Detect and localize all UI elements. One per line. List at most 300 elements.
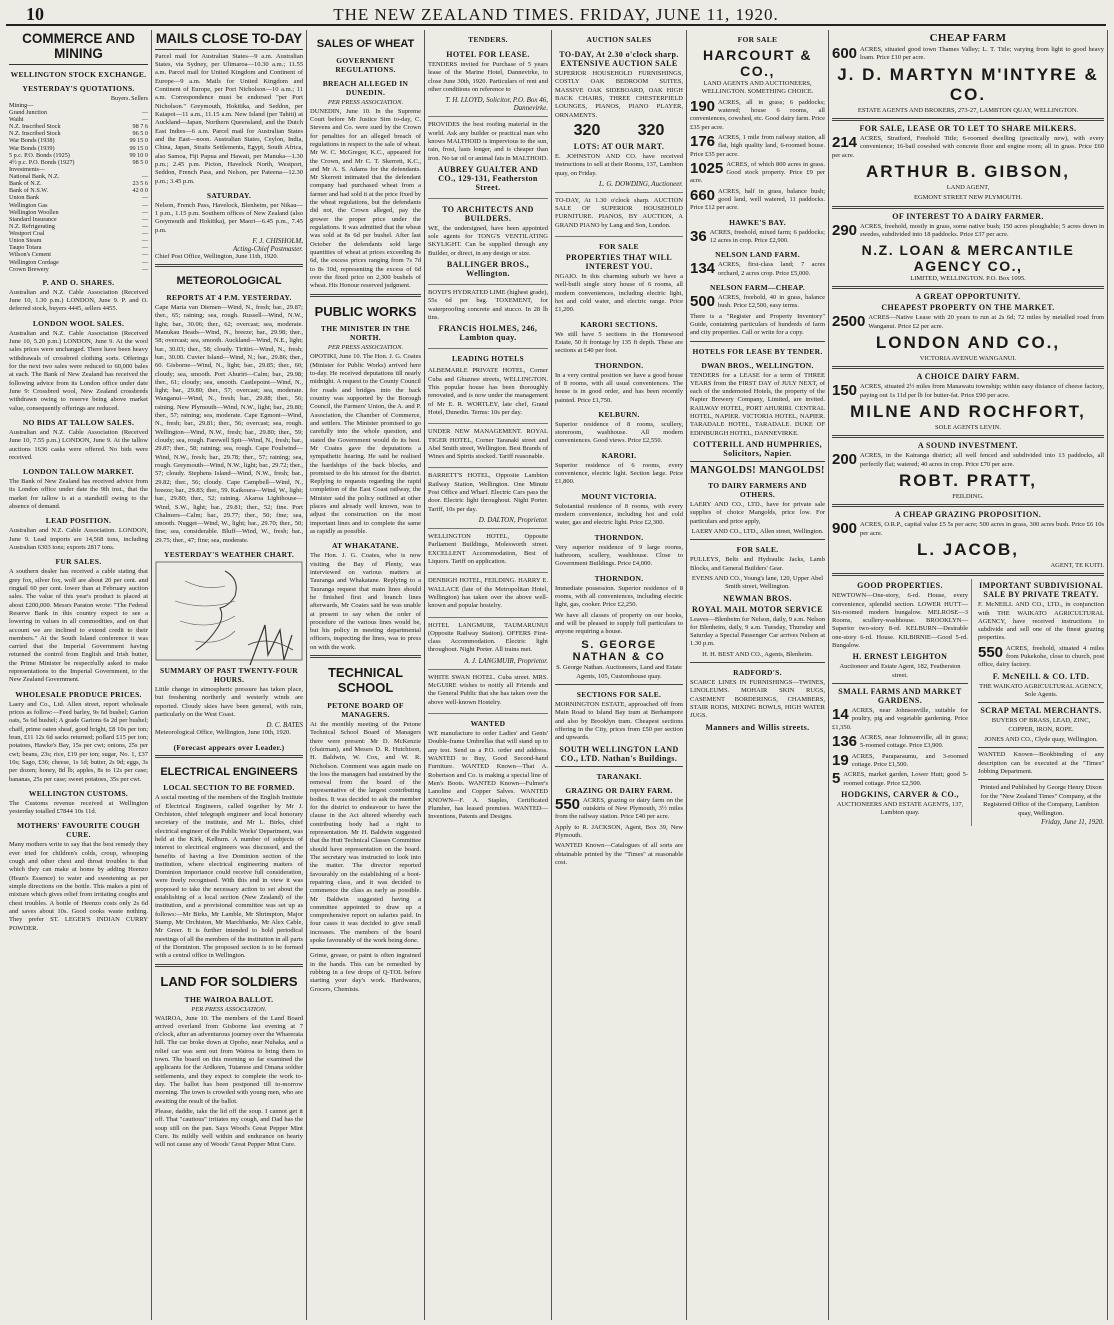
mt-victoria-title: MOUNT VICTORIA.: [581, 491, 657, 501]
quote-value: —: [141, 265, 148, 273]
forecast-note: (Forecast appears over Leader.): [173, 742, 285, 752]
grazing-text: ACRES, O.R.P., capital value £5 5s per acre; 500 acres in grass, 300 acres bush. Price £6 10s per acre.: [860, 521, 1104, 537]
subdivisional-text: F. McNEILL AND CO., LTD., in conjunction with THE WAIKATO AGRICULTURAL AGENCY, have received instructions to subdivide and sell one of the finest grazing properties.: [978, 601, 1104, 642]
land-press: PER PRESS ASSOCIATION.: [191, 1005, 267, 1013]
barretts-text: BARRETT'S HOTEL, Opposite Lambton Railway Station, Wellington. One Minute Post Office and Wharf. Electric Cars pass the door. Electric light throughout. Night Porter. Tariff, 10s per day.: [428, 472, 548, 513]
farm2-acres: 176: [690, 132, 716, 150]
lime-signature: FRANCIS HOLMES, 246, Lambton quay.: [438, 324, 538, 343]
quote-value: —: [141, 194, 148, 202]
quote-row: [9, 259, 148, 266]
cheap-farm-text: ACRES, situated good town Thames Valley; L. T. Title; varying from light to good heavy loam. Price £10 per acre.: [860, 46, 1104, 62]
royal-tiger-ad: [428, 426, 548, 468]
quote-value: 98 5 0: [132, 158, 148, 166]
quote-row: [9, 137, 148, 144]
saturday-text: Nelson, French Pass, Havelock, Blenheim, per Nikau—1 p.m., 1.15 p.m. Southern offices of New Zealand (also Greymouth and Hokitika), per Maori—6.45 p.m., 7.45 p.m.: [155, 201, 303, 234]
great-opportunity-title: A GREAT OPPORTUNITY.: [915, 292, 1021, 302]
tender-signature: COTTERILL AND HUMPHRIES, Solicitors, Napier.: [693, 440, 822, 458]
quote-row: [9, 102, 148, 109]
hotel-lease-signature: T. H. LLOYD, Solicitor, P.O. Box 46, Dannevirke.: [445, 96, 548, 113]
quote-name: 4½ p.c. P.O. Bonds (1927): [9, 158, 75, 166]
farm2-text: ACRES, 1 mile from railway station, all flat, high quality land, 6-roomed house. Price £35 per acre.: [690, 133, 825, 158]
karori-title: KARORI SECTIONS.: [580, 319, 658, 329]
mt-victoria-text: Substantial residence of 8 rooms, with every modern convenience, including hot and cold water, gas and electric light. Price £2,300.: [555, 502, 683, 527]
leighton-sub: Auctioneer and Estate Agent, 182, Featherston street.: [839, 663, 961, 679]
nz-loan-name: N.Z. LOAN & MERCANTILE AGENCY CO.,: [861, 242, 1075, 275]
nz-loan-sub: LIMITED, WELLINGTON. P.O. Box 1095.: [910, 275, 1026, 283]
farm3-text: ACRES, of which 800 acres in grass. Good stock property. Price £9 per acre.: [690, 160, 825, 185]
wellington-hotel-text: WELLINGTON HOTEL, Opposite Parliament Buildings, Molesworth street. EXCELLENT Accommodation, Best of Liquors. Tariff on application.: [428, 533, 548, 565]
postmaster-place: Chief Post Office, Wellington, June 11th, 1920.: [155, 253, 279, 261]
jacob-sub: AGENT, TE KUITI.: [1050, 561, 1104, 569]
choice-dairy-text: ACRES, situated 2½ miles from Manawatu township; within easy distance of cheese factory, paying out 1s 11d per lb for butter-fat. Price £90 per acre.: [860, 383, 1104, 399]
reports-text: Cape Maria van Diemen—Wind, N., fresh; bar., 29.87; ther., 65; raining; sea, rough. Russell—Wind, N.W., light; bar., 30.06; ther., 62; overcast; sea, moderate. Manukau Heads—Wind, N., breeze; bar., 29.98; ther., 58; overcast; sea, smooth. Auckland—Wind, N.E., light; bar., 30.03; ther., 58; cloudy. Tiritiri—Wind, N., fresh; bar., 30.00. Cuvier Island—Wind, N.; bar., 29.86; ther., 60. Gisborne—Wind, N., light; bar., 29.85; ther., 60; cloudy; sea, smooth. Port Ahuriri—Calm; bar., 29.98; ther., 61; cloudy; sea, smooth. Castlepoint—Wind, N., light; bar., 29.80; ther., 57; overcast; sea, moderate. Wanganui—Wind, N., fresh; bar., 29.88; ther., 56; raining. New Plymouth—Wind, N.W., light; bar., 29.80; ther., 57; raining; sea, moderate. Cape Egmont—Wind, N., fresh; bar., 29.81; ther., 56; overcast; sea, rough. Wellington—Wind, N.W., fresh; bar., 29.80; ther., 59; cloudy; sea, rough. Farewell Spit—Wind, N., fresh; bar., 29.87; ther., 58; raining; sea, rough. Cape Foulwind—Wind, N.W., fresh; bar., 29.78; ther., 57; raining; sea, rough. Greymouth—Wind, N.W., light; bar., 29.72; ther., 57; cloudy. Stephens Island—Wind, N.W., fresh; bar., 29.82; ther., 56; cloudy. Cape Campbell—Wind, N., breeze; bar., 29.83; ther., 59. Kaikoura—Wind, W., light; bar., 29.80; ther., 52; raining. Akaroa Lighthouse—Wind, S.W., light; bar., 29.81; ther., 52; fine. Port Chalmers—Calm; bar., 29.77; ther., 50; fine; sea, smooth. Nugget—Wind, W., light; bar., 29.70; ther., 50; fine; sea, considerable. Bluff—Wind, W., fresh; bar., 29.75; ther., 47; fine; sea, moderate.: [155, 304, 303, 544]
denbigh-text: DENBIGH HOTEL, FEILDING. HARRY E. WALLACE (late of the Metropolitan Hotel, Wellington) has taken over the above well-known and popular hostelry.: [428, 577, 548, 610]
taranaki-title: TARANAKI.: [596, 771, 642, 781]
great-opportunity-subtitle: CHEAPEST PROPERTY ON THE MARKET.: [881, 303, 1055, 313]
great-opportunity-acres: 2500: [832, 313, 866, 331]
small4-acres: 5: [832, 770, 841, 788]
lime-ad: [428, 287, 548, 349]
shares-text: Australian and N.Z. Cable Association (Received June 10, 1.30 p.m.) LONDON, June 9. P. and O. deferred stock, buyers 4445, sellers 4455.: [9, 288, 148, 313]
quote-row: [9, 116, 148, 123]
column-wheat: [307, 30, 425, 1320]
karori2-title: KARORI.: [601, 450, 637, 460]
electrical-subtitle: LOCAL SECTION TO BE FORMED.: [163, 783, 295, 793]
martyn-name: J. D. MARTYN M'INTYRE & CO.: [837, 64, 1099, 104]
thorndon3-text: Immediate possession. Superior residence of 8 rooms, with all conveniences, including electric light, gas, cooker. Price £2,250.: [555, 584, 683, 609]
hodgkins-sub: AUCTIONEERS AND ESTATE AGENTS, 137, Lambton quay.: [836, 800, 964, 817]
heading-mails: MAILS CLOSE TO-DAY: [155, 32, 303, 50]
quote-name: Wellington Gas: [9, 201, 48, 209]
public-works-text: OPOTIKI, June 10. The Hon. J. G. Coates (Minister for Public Works) arrived here to-day. He received deputations till nearly midnight. A request to the County Council for roads and bridges into the back country was supported by the Borough Council, the Farmers' Union, the A. and P. Association, the Chamber of Commerce, and settlers. The Minister promised to go carefully into the whole question, and stated the Government would do its best. Mr Coates gave the deputations a sympathetic hearing. He said he realised the hardships of the back blocks, and promised to do his utmost for the district. Replying to requests regarding the rapid completion of the East Coast railway, the Minister said the policy outlined at other places and already well known, was to adjust the construction on the most important lines and to complete the same as rapidly as possible.: [310, 353, 421, 536]
hotel-lease-text: TENDERS invited for Purchase of 5 years lease of the Marine Hotel, Dannevirke, to close June 30th, 1920. Particulars of rent and other conditions on reference to: [428, 61, 548, 93]
imprint-date: Friday, June 11, 1920.: [1041, 817, 1104, 826]
quote-name: Wellington Woollen: [9, 208, 59, 216]
column-for-sale: [687, 30, 829, 1320]
newspaper-title: THE NEW ZEALAND TIMES. FRIDAY, JUNE 11, 1920.: [333, 5, 779, 24]
quote-value: —: [141, 251, 148, 259]
hodgkins-name: HODGKINS, CARVER & CO.,: [841, 789, 959, 799]
soup-text: Please, daddie, take the lid off the soup. I cannot get it off. That "cautious" irritates my cough, and Dad has the soup still on the pan. Says Wood's Great Pepper Mint Cure. Its mildly well within and endurance on hearty will not cause any of Woods' Great Pepper Mint Cure.: [155, 1107, 303, 1149]
farm5-acres: 36: [690, 227, 707, 245]
quote-name: Waihi: [9, 116, 24, 124]
wool-title: LONDON WOOL SALES.: [32, 318, 125, 328]
quote-row: [9, 209, 148, 216]
architects-signature: BALLINGER BROS., Wellington.: [446, 260, 530, 279]
london-address: VICTORIA AVENUE WANGANUI.: [919, 355, 1017, 363]
column-tenders: [425, 30, 552, 1320]
karori2-text: Superior residence of 6 rooms, every convenience, electric light. Section large. Price £1,800.: [555, 461, 683, 486]
quote-name: Taupo Totara: [9, 244, 42, 252]
lead-text: Australian and N.Z. Cable Association. LONDON, June 9. Lead imports are 14,568 tons, including Australian 6303 tons; exports 2817 tons.: [9, 527, 148, 551]
auction-text: SUPERIOR HOUSEHOLD FURNISHINGS, COSTLY OAK BEDROOM SUITES, MASSIVE OAK SIDEBOARD, OAK HIGH BACK CHAIRS, THREE CHESTERFIELD LOUNGES, PIANOS, PIANO PLAYER, ORNAMENTS.: [555, 70, 683, 119]
barretts-ad: [428, 470, 548, 529]
thorndon-text: In a very central position we have a good house of 8 rooms, with all usual conveniences. The house is in good order, and has been recently painted. Price £1,750.: [555, 371, 683, 404]
cheap-farm-acres: 600: [832, 45, 858, 62]
small-farms-title: SMALL FARMS AND MARKET GARDENS.: [838, 687, 962, 705]
catalogues-text: WANTED Known—Catalogues of all sorts are obtainable printed by the "Times" at reasonable cost.: [555, 842, 683, 866]
tender-title: HOTELS FOR LEASE BY TENDER.: [692, 346, 823, 356]
quote-value: 23 5 6: [132, 180, 148, 188]
quote-row: [9, 223, 148, 230]
quote-value: 99 15 0: [129, 137, 148, 145]
auction-title: TO-DAY, At 2.30 o'clock sharp. EXTENSIVE AUCTION SALE: [559, 50, 679, 68]
quotes-table: [9, 95, 148, 273]
royal-mail-signature: H. H. BEST AND CO., Agents, Blenheim.: [702, 650, 813, 658]
quote-row: [9, 123, 148, 130]
karori-text: We still have 5 sections in the Homewood Estate, 50 ft frontage by 135 ft depth. These are sections at £40 per foot.: [555, 330, 683, 355]
saturday-title: SATURDAY.: [206, 190, 252, 200]
sections-signature: SOUTH WELLINGTON LAND CO., LTD. Nathan's Buildings.: [559, 744, 679, 763]
customs-text: The Customs revenue received at Wellington yesterday totalled £7844 10s 11d.: [9, 799, 148, 816]
farm1-text: ACRES, all in grass; 6 paddocks; watered; house 6 rooms, all conveniences, cowshed, etc. Good dairy farm. Price £35 per acre.: [690, 98, 826, 131]
tallow-market-text: The Bank of New Zealand has received advice from its London office under date the 9th inst., that the market for tallow is at a standstill owing to the absence of demand.: [9, 478, 148, 511]
fur-title: FUR SALES.: [55, 557, 102, 567]
summary-signature: D. C. BATES: [266, 721, 303, 730]
electrical-text: A social meeting of the members of the English Institute of Electrical Engineers, called together by Mr J. Orchiston, chief telegraph engineer and local honorary secretary of the institute, and Mr L. Birks, chief electrical engineer of the Public Works' Department, was held at the Kirk, Kelburn. A number of subjects of interest to electrical engineers was discussed, and the benefits of having a live Dominion section of the institution, where electrical engineering matters of Dominion importance could receive full consideration, were freely recognised. With this end in view it was proposed to take the necessary action to set about the establishing of a local section (New Zealand) of the institution, and a provisional committee was set up as follows:—Mr Birks, Mr Lamble, Mr Shrimpton, Major Stamp, Mr Orchiston, Mr Marchbanks, Mr Alex Cable, Mr Greer. It is further intended to hold periodical meetings of all the members of the institution in all parts of the Dominion. The proposed section is to be formed with a central office in Wellington.: [155, 794, 303, 960]
albemarle-text: ALBEMARLE PRIVATE HOTEL, Corner Cuba and Ghuznee streets, WELLINGTON. This popular house has been thoroughly renovated, and is now under the management of Mr E. R. WORTLEY, late chef, Grand Hotel, Dunedin. Terms: 10s per day.: [428, 367, 548, 416]
wheat-text: DUNEDIN, June 10. In the Supreme Court before Mr Justice Sim to-day, C. Stevens and Co. were sued by the Crown for penalties for an alleged breach of regulations in respect to the sale of wheat. Mr W. C. McGregor, K.C., appeared for the Crown, and Mr C. T. Skerrett, K.C., and Mr A. S. Adams for the defendants. Mr Skerrett intimated that the defendant company had purchased wheat from a farmer and had sold it at the price fixed by the wheat regulations, but the defendants did not, the Crown alleged, pay the grower the proper price under the regulations. It was admitted that the wheat was sold at 8s 6d per bushel. After last October the defendants sold large quantities of wheat at prices exceeding 8s 6d, the excess prices ranging from 7s 7d to 8s 10d, representing the excess of 6d over the fixed price on 2,300 bushels of wheat. His Honour reserved judgment.: [310, 107, 421, 290]
quote-value: —: [141, 244, 148, 252]
quote-name: Wilson's Cement: [9, 251, 51, 259]
thorndon2-title: THORNDON.: [594, 532, 644, 542]
quote-name: Bank of N.S.W.: [9, 187, 49, 195]
summary-text: Little change in atmospheric pressure has taken place, but freshening northerly and westerly winds are reported. Cloudy skies have been general, with rain, particularly on the West Coast.: [155, 686, 303, 719]
quote-row: [9, 194, 148, 201]
london-name: LONDON AND CO.,: [875, 333, 1061, 353]
taranaki-text: ACRES, grazing or dairy farm on the outskirts of New Plymouth, 3½ miles from the railway station. Price £40 per acre.: [555, 796, 683, 821]
architects-title: TO ARCHITECTS AND BUILDERS.: [442, 204, 534, 223]
whakatane-title: AT WHAKATANE.: [332, 541, 399, 551]
quote-value: —: [141, 201, 148, 209]
nelson-title: NELSON LAND FARM.: [715, 250, 800, 260]
share-milkers-acres: 214: [832, 133, 858, 151]
good-properties-text: NEWTOWN—One-story, 6-rd. House, every convenience, splendid section. LOWER HUTT—Six-roomed modern bungalow. MELROSE—3 Rooms, scullery-washhouse. BROOKLYN—Superior two-story 8-rd. KELBURN—Desirable one-story 6-rd. House. KILBIRNIE—Good 5-rd. Bungalow.: [832, 592, 968, 650]
scrap-metal-signature: JONES AND CO., Clyde quay, Wellington.: [984, 735, 1098, 743]
public-works-subtitle: THE MINISTER IN THE NORTH.: [320, 324, 411, 343]
grime-text: Grime, grease, or paint is often ingrained in the hands. This can be remedied by rubbing in a few drops of Q-TOL before starting your day's work. Hardwares, Grocers, Chemists.: [310, 952, 421, 993]
quote-row: [9, 187, 148, 194]
quote-name: N.Z. Inscribed Stock: [9, 130, 61, 138]
white-swan-ad: [428, 672, 548, 714]
lot-count-right: 320: [637, 121, 665, 139]
electrical-title: ELECTRICAL ENGINEERS: [160, 765, 298, 778]
sections-title: SECTIONS FOR SALE.: [576, 690, 662, 700]
quote-name: Investments—: [9, 165, 46, 173]
masthead: [6, 4, 1106, 26]
farm7-text: ACRES, freehold, 40 in grass, balance bush. Price £2,500, easy terms.: [718, 293, 825, 310]
radford-signature: Manners and Willis streets.: [705, 722, 810, 732]
nathan-name: S. GEORGE NATHAN & CO: [572, 639, 666, 664]
white-swan-text: WHITE SWAN HOTEL. Cuba street. MRS. McGUIRE wishes to notify all Friends and the General Public that she has taken over the above well-known Hostelry.: [428, 673, 548, 706]
for-sale-section: FOR SALE: [599, 242, 639, 252]
thorndon-title: THORNDON.: [594, 360, 644, 370]
quote-row: [9, 202, 148, 209]
harcourt-name: HARCOURT & CO.,: [702, 47, 813, 79]
tender-text: TENDERS for a LEASE for a term of THREE YEARS from the FIRST DAY of JULY NEXT, of each of the undernoted Hotels, the property of the Napier Brewery Company, Limited, are invited. RAILWAY HOTEL, PORT AHURIRI. CENTRAL HOTEL, NAPIER. VICTORIA HOTEL, NAPIER. TARADALE HOTEL, TARADALE. DUKE OF EDINBURGH HOTEL, DANNEVIRKE.: [690, 371, 825, 437]
public-works-press: PER PRESS ASSOCIATION.: [327, 344, 404, 352]
quote-value: [111, 166, 148, 173]
quote-value: —: [141, 208, 148, 216]
shares-title: P. AND O. SHARES.: [42, 277, 115, 287]
pulleys-signature: EVENS AND CO., Young's lane, 120, Upper Abel Smith street, Wellington.: [691, 574, 824, 591]
land-soldiers-title: LAND FOR SOLDIERS: [160, 973, 298, 989]
lime-text: BOYD'S HYDRATED LIME (highest grade), 55s 6d per bag. TOXEMENT, for waterproofing concrete and stucco. In 28 lb tins.: [428, 289, 548, 321]
quote-header-cell: Buyers.: [110, 94, 130, 102]
newman-bros: NEWMAN BROS.: [723, 593, 792, 603]
quote-name: N.Z. Inscribed Stock: [9, 123, 61, 131]
quote-row: [9, 251, 148, 258]
wool-text: Australian and N.Z. Cable Association (Received June 10, 5.20 p.m.) LONDON, June 9. At the wool sales prices were unchanged. There have been heavy withdrawals of crossbred clothing sorts. Offerings for the next two sales were reduced to 60,000 bales at each. The Bank of New Zealand has received the following advice from its London office under date June 9: Crossbred wool, New Zealand crossbreds withdrawn owing to reserve being above market value, consequently offerings are reduced.: [9, 329, 148, 412]
subdivisional-text-2: ACRES, freehold, situated 4 miles from Pukekohe, close to church, post office, dairy factory.: [978, 644, 1104, 669]
mangolds-signature: LAERY AND CO., LTD., Allen street, Wellington.: [691, 527, 824, 535]
nathan-sub: S. George Nathan. Auctioneers, Land and Estate Agents, 105, Customhouse quay.: [556, 664, 682, 680]
architects-text: WE, the undersigned, have been appointed sole agents for TONG'S VENTILATING SKYLIGHT. Can be supplied through any Builder, or direct, in any design or size.: [428, 224, 548, 257]
wheat-subtitle: GOVERNMENT REGULATIONS.: [335, 55, 396, 74]
scrap-metal-text: BUYERS OF BRASS, LEAD, ZINC, COPPER, IRON, ROPE.: [991, 717, 1091, 733]
milne-sub: SOLE AGENTS LEVIN.: [935, 424, 1001, 431]
wholesale-title: WHOLESALE PRODUCE PRICES.: [15, 689, 142, 699]
royal-mail-title: ROYAL MAIL MOTOR SERVICE: [692, 604, 823, 614]
quote-row: [9, 166, 148, 173]
pulleys-title: FOR SALE.: [736, 545, 779, 555]
wheat-subtitle-2: BREACH ALLEGED IN DUNEDIN.: [322, 78, 409, 97]
radford-title: RADFORD'S.: [733, 668, 782, 678]
small3-acres: 19: [832, 751, 849, 769]
small2-text: ACRES, near Johnsonville, all in grass; 5-roomed cottage. Price £3,900.: [860, 733, 968, 750]
quote-value: —: [141, 173, 148, 181]
library-stamp-mark: [240, 615, 300, 675]
kelburn-text: Superior residence of 8 rooms, scullery, storeroom, washhouse. All modern conveniences. Good views. Price £2,550.: [555, 420, 683, 445]
hotel-lease-title: HOTEL FOR LEASE.: [446, 50, 530, 59]
leading-hotels-title: LEADING HOTELS: [452, 354, 524, 364]
albemarle-ad: [428, 365, 548, 424]
quote-row: [9, 173, 148, 180]
scrap-metal-title: SCRAP METAL MERCHANTS.: [980, 706, 1102, 716]
hotel-lease-ad: [428, 46, 548, 117]
milne-name: MILNE AND ROCHFORT,: [850, 402, 1086, 421]
for-sale-heading: FOR SALE: [737, 35, 778, 44]
radford-text: SCARCE LINES IN FURNISHINGS—TWINES, LINOLEUMS. MOHAIR SKIN RUGS, CASEMENT BORDERINGS, CHAMBERS, STAIR RODS, MIXING BOWLS, HIGH WATER JUGS.: [690, 679, 825, 720]
hawkes-bay-title: HAWKE'S BAY.: [729, 217, 786, 227]
quote-header-cell: [9, 95, 111, 102]
quote-name: Union Bank: [9, 194, 40, 202]
farm1-acres: 190: [690, 97, 716, 115]
tallow-sales-text: Australian and N.Z. Cable Association (Received June 10, 7.55 p.m.) LONDON, June 9. At the tallow auctions 1636 casks were offered. No bids were received.: [9, 428, 148, 461]
farm5-text: ACRES, freehold, mixed farm; 6 paddocks; 12 acres in crop. Price £2,900.: [709, 228, 825, 244]
auction-section: AUCTION SALES: [586, 35, 652, 44]
quote-row: [9, 230, 148, 237]
summary-title: SUMMARY OF PAST TWENTY-FOUR HOURS.: [159, 666, 299, 685]
postmaster-name: F. J. CHISHOLM,: [252, 237, 303, 246]
quote-value: —: [141, 108, 148, 116]
martyn-sub: ESTATE AGENTS AND BROKERS, 273-27, LAMBTON QUAY, WELLINGTON.: [857, 106, 1079, 114]
architects-ad: [428, 201, 548, 285]
weather-chart-title: YESTERDAY'S WEATHER CHART.: [164, 550, 294, 560]
denbigh-ad: [428, 575, 548, 617]
farm3-acres: 1025: [690, 159, 724, 177]
royal-tiger-text: UNDER NEW MANAGEMENT. ROYAL TIGER HOTEL, Corner Taranaki street and Abel Smith street, Wellington. Best Brands of Wines and Spirits stocked. Tariff reasonable.: [428, 428, 548, 461]
mangolds-title: MANGOLDS! MANGOLDS!: [690, 465, 825, 476]
mails-text: Parcel mail for Australian States—9 a.m. Australian States, via Sydney, per Ulimaroa—10.30 a.m.; 11.55 a.m. Parcel mail for United Kingdom and Continent of Europe—9 a.m. Mails for United Kingdom and Continent of Europe, per Port Nicholson—10 a.m.; 11 a.m. Correspondence must be endorsed "per Port Nicholson." Greymouth, Hokitika, and Seddon, per Kaiapoi—11 a.m., 11.15 a.m. New Island (per Tahiti) at Auckland—Japan, Northern Queensland, and the Dutch East Indies—6 a.m. Parcel mail for Australian States and the East—noon. Australian States, Ceylon, India, China, Japan, Straits Settlements, Egypt, South Africa, also Samoa, Fiji Papua and Hawaii, per Manuka—1.30 p.m.; 2.45 p.m. Picton, Havelock North, Westport, Seddon, French Pass, and Nelson, per Pateena—12.30 p.m.; 3.45 p.m.: [155, 52, 303, 185]
quote-value: 99 10 0: [129, 151, 148, 159]
column-commerce: [6, 30, 152, 1320]
pratt-sub: FEILDING.: [952, 492, 984, 500]
tenders-section: TENDERS.: [468, 35, 508, 44]
quote-value: [111, 102, 148, 109]
fur-text: A southern dealer has received a cable stating that grey fox, silver fox, wolf are about 20 per cent. and ringtail 60 per cent. lower than at February auction sales. The value of this year's product is placed at about £200,000. Messrs Paraton wrote: "The Federal Reserve Bank in this country expect to see a lowering in values in all commodities, and on that account we are inclined to extend credit to their members." At the South Island conference it was carried that the Imperial Government having returned the control from English and Irish butter, the Prime Minister be respectfully asked to make representations to the Imperial Government, to the New Zealand Government.: [9, 568, 148, 684]
quote-name: Standard Insurance: [9, 215, 57, 223]
great-opportunity-text: ACRES—Native Lease with 20 years to run at 2s 6d; 72 miles by metalled road from Wanganui. Price £2 per acre.: [868, 314, 1104, 330]
postmaster-role: Acting-Chief Postmaster.: [233, 245, 303, 254]
farm6-acres: 134: [690, 260, 716, 278]
quote-name: War Bonds (1938): [9, 137, 55, 145]
public-works-title: PUBLIC WORKS: [314, 303, 417, 319]
mcneill-sub: THE WAIKATO AGRICULTURAL AGENCY, Sole Agents.: [979, 682, 1103, 698]
quote-name: Wellington Cordage: [9, 258, 59, 266]
quote-name: Crown Brewery: [9, 265, 49, 273]
whakatane-text: The Hon. J. G. Coates, who is now visiting the Bay of Plenty, was interviewed on various matters at Tauranga and Whakatane. Replying to a Tauranga request that main lines should be finished first and branch lines afterwards, Mr Coates said he was unable at present to say when the order of procedure of the various lines would be, but his policy in meeting departmental officers, inspecting the lines, was to press on with the work.: [310, 552, 421, 651]
properties-title: PROPERTIES THAT WILL INTEREST YOU.: [565, 253, 673, 272]
barretts-signature: D. DALTON, Proprietor.: [478, 516, 548, 524]
quote-name: War Bonds (1939): [9, 144, 55, 152]
lot-count-left: 320: [573, 121, 601, 139]
quote-value: —: [141, 237, 148, 245]
imprint: Printed and Published by George Henry Dixon for the "New Zealand Times" Company, at the Registered Office of the Company, Lambton quay, Wellington.: [980, 784, 1102, 817]
langmuir-signature: A. J. LANGMUIR, Proprietor.: [464, 656, 548, 665]
taranaki-subtitle: GRAZING OR DAIRY FARM.: [565, 785, 673, 795]
quote-name: Grand Junction: [9, 108, 47, 116]
heading-commerce: COMMERCE AND MINING: [9, 32, 148, 65]
summary-office: Meteorological Office, Wellington, June 10th, 1920.: [155, 729, 291, 737]
quote-name: Union Steam: [9, 237, 42, 245]
farm4-acres: 660: [690, 186, 716, 204]
technical-school-title: TECHNICAL SCHOOL: [327, 665, 404, 696]
meteorological-title: METEOROLOGICAL: [176, 275, 282, 288]
wholesale-text: Laery and Co., Ltd. Allen street, report wholesale prices as follow:—Feed barley, 9s 6d bushel; Garton oats, 5s 6d bushel; A grade Gartons 6s 2d per bushel; chaff, prime oaten sheaf, good bright, £8 10s per ton; bran, £11 12s 6d sacks returned; pollard £15 per ton; potatoes, Hawke's Bay, 15s per cwt; onions, 25s per cwt; beans, 23s; rice, £19 per ton; sugar, No. 1, £37 10s; Sago, £36; cheese, 1s 1d; butter, 2s 9d; eggs, 3s per dozen; honey, 8d lb; apples, 8s to 12s per case; bananas, 25s per case; sweet potatoes, 35s per cwt.: [9, 700, 148, 783]
wheat-title: SALES OF WHEAT: [316, 38, 415, 50]
nathan-intro: We have all classes of property on our books, and will be pleased to supply full particulars to anyone requiring a house.: [555, 611, 683, 636]
quote-row: [9, 266, 148, 273]
farm6-text: ACRES, first-class land; 7 acres orchard, 2 acres crop. Price £5,000.: [718, 261, 825, 277]
lead-title: LEAD POSITION.: [45, 516, 112, 526]
auction2-text: TO-DAY, At 1.30 o'clock sharp. AUCTION SALE OF SUPERIOR HOUSEHOLD FURNITURE. PIANOS, BY AUCTION, A GRAND PIANO by Lang and Son, London.: [555, 196, 683, 229]
quote-row: [9, 130, 148, 137]
quote-name: N.Z. Refrigerating: [9, 222, 55, 230]
good-properties-title: GOOD PROPERTIES.: [857, 581, 943, 591]
technical-school-text: At the monthly meeting of the Petone Technical School Board of Managers there were present: Mr D. McKenzie (chairman), and Messrs D. R. Hutchison, H. Baldwin, W. Cox, and W. R. Nicholson. Comment was again made on the loss the managers had sustained by the removal from the board of the representative of the largest contributing bodies. It was decided to ask the member for the district to endeavour to have the clause in the Act altered whereby each contributing body had a right to representation. Mr H. Baldwin suggested that the Hutt Technical Classes Committee should have representation on the board. The secretary was instructed to look into the matter. The director reported favourably on the establishing of a boot-repairing class, and it was decided to commence the class as early as possible. Mr Baldwin suggested having a committee appointed to draw up a comprehensive report on salaries paid. In four cases it was decided to give small increases. The members of the board spoke favourably of the work being done.: [310, 720, 421, 945]
dairy-farmer-title: OF INTEREST TO A DAIRY FARMER.: [892, 211, 1044, 221]
column-property: [829, 30, 1108, 1320]
column-mails: [152, 30, 307, 1320]
thorndon3-title: THORNDON.: [594, 573, 644, 583]
malthoid-ad: [428, 119, 548, 199]
quote-row: [9, 216, 148, 223]
wanted-title: WANTED: [470, 719, 506, 728]
gibson-sub: LAND AGENT,: [946, 183, 990, 191]
share-milkers-title: FOR SALE, LEASE OR TO LET TO SHARE MILKERS.: [859, 123, 1077, 133]
quote-value: —: [141, 222, 148, 230]
land-soldiers-text: WAIROA, June 10. The members of the Land Board arrived overland from Gisborne last evening at 7 o'clock, after an adventurous journey over the Wharerata hill. The car broke down at Opoho, near Nuhaka, and a relief car was sent out from Wairoa to bring them to town. The board on this morning so far examined the applicants for the Ardkeen, Tutamoe and Omana soldier settlements, and they expect to complete the work to-day. The ballot has been postponed till to-morrow morning. The town is crowded with young men, who are awaiting the result of the ballot.: [155, 1014, 303, 1105]
dairy-farmer-text: ACRES, freehold, mostly in grass, some native bush; 150 acres ploughable; 5 acres down in swedes, subdivided into 18 paddocks. Price £37 per acre.: [860, 222, 1104, 238]
cough-title: MOTHERS' FAVOURITE COUGH CURE.: [16, 821, 141, 840]
quote-row: [9, 152, 148, 159]
quote-value: 98 7 6: [132, 123, 148, 131]
quote-value: —: [141, 258, 148, 266]
pratt-name: ROBT. PRATT,: [899, 470, 1037, 490]
quote-row: [9, 109, 148, 116]
nelson2-title: NELSON FARM—CHEAP.: [710, 282, 805, 292]
quote-row: [9, 237, 148, 244]
mangolds-text: LAERY AND CO., LTD., have for private sale supplies of choice Mangolds, price low. For particulars and price apply,: [690, 501, 825, 525]
quotations-title: YESTERDAY'S QUOTATIONS.: [22, 83, 135, 93]
auction-ad: [555, 46, 683, 193]
jacob-name: L. JACOB,: [916, 539, 1020, 559]
subdivisional-ad: [978, 579, 1104, 826]
taranaki-signature: Apply to R. JACKSON, Agent, Box 39, New Plymouth.: [555, 823, 683, 839]
small2-acres: 136: [832, 732, 858, 750]
royal-mail-text: Leaves—Blenheim for Nelson, daily, 9 a.m. Nelson for Blenheim, daily, 9 a.m. Tuesday, Thursday and Saturday a Special Passenger Car arrives Nelson at 1.30 p.m.: [690, 615, 825, 648]
quote-name: Bank of N.Z.: [9, 180, 42, 188]
taranaki-acres: 550: [555, 795, 581, 813]
quote-value: —: [141, 215, 148, 223]
customs-title: WELLINGTON CUSTOMS.: [28, 788, 129, 798]
quote-name: 5 p.c. P.O. Bonds (1925): [9, 151, 70, 159]
technical-school-subtitle: PETONE BOARD OF MANAGERS.: [327, 700, 404, 719]
land-soldiers-subtitle: THE WAIROA BALLOT.: [184, 994, 274, 1004]
tallow-market-title: LONDON TALLOW MARKET.: [23, 467, 134, 477]
mcneill-name: F. McNEILL & CO. LTD.: [992, 671, 1090, 681]
tender-subtitle: DWAN BROS., WELLINGTON.: [701, 360, 814, 370]
leighton-name: H. ERNEST LEIGHTON: [852, 652, 948, 662]
farm7-acres: 500: [690, 292, 716, 310]
lot-line: LOTS: AT OUR MART.: [573, 141, 665, 151]
good-properties-ad: [832, 579, 972, 826]
quote-value: 42 0 0: [132, 187, 148, 195]
cough-text: Many mothers write to say that the best remedy they ever tried for children's colds, croup, whooping cough and other chest and throat troubles is that which they can make at home by adding Heenzo (Hean's Essence) to water and sweetening as per simple directions on the bottle. This makes a pint of mixture which gives relief from irritating coughs and chest troubles. A bottle of Heenzo costs only 2s 6d and saves about 10s. Good cooks waste nothing. They prefer ST. LEGER'S INDIAN CURRY POWDER.: [9, 841, 148, 932]
sound-investment-text: ACRES, in the Kairanga district; all well fenced and subdivided into 13 paddocks, all perfectly flat; watered; 40 acres in crop. Price £70 per acre.: [860, 452, 1104, 468]
auction2-ad: [555, 195, 683, 237]
grazing-acres: 900: [832, 520, 858, 538]
choice-dairy-acres: 150: [832, 382, 858, 400]
grazing-title: A CHEAP GRAZING PROPOSITION.: [894, 510, 1042, 520]
quote-row: [9, 180, 148, 187]
exchange-title: WELLINGTON STOCK EXCHANGE.: [10, 69, 147, 79]
harcourt-sub: LAND AGENTS AND AUCTIONEERS, WELLINGTON. SOMETHING CHOICE.: [701, 80, 814, 96]
langmuir-ad: [428, 620, 548, 670]
share-milkers-text: ACRES, Stratford, Freehold Title; 6-roomed dwelling (practically new), with every convenience; 16-bail cowshed with concrete floor and engine room; all in grass. Price £60 per acre.: [832, 134, 1104, 159]
subdivisional-title: IMPORTANT SUBDIVISIONAL SALE BY PRIVATE TREATY.: [979, 581, 1103, 600]
quote-row: [9, 159, 148, 166]
malthoid-signature: AUBREY GUALTER AND CO., 129-131, Featherston Street.: [437, 164, 539, 192]
pulleys-text: PULLEYS, Belts and Hydraulic Jacks, Lamb Blocks, and General Builders' Gear.: [690, 556, 825, 572]
sections-text: MORNINGTON ESTATE, approached off from Main Road to Island Bay tram at Berhampore and also by Brooklyn tram. Cheapest sections offering in the City, prices from £50 per section and upwards.: [555, 701, 683, 742]
wellington-hotel-ad: [428, 531, 548, 573]
quote-row: [9, 244, 148, 251]
column-auction: [552, 30, 687, 1320]
sound-investment-acres: 200: [832, 451, 858, 469]
quote-value: —: [141, 116, 148, 124]
cheap-farm-title: CHEAP FARM: [929, 32, 1007, 44]
quote-name: Mining—: [9, 101, 34, 109]
wheat-press: PER PRESS ASSOCIATION.: [327, 98, 404, 106]
small3-text: ACRES, Paraparaumu, and 3-roomed cottage. Price £1,500.: [851, 752, 968, 768]
subdivisional-acres: 550: [978, 643, 1004, 661]
page-number: 10: [26, 4, 44, 24]
small4-text: ACRES, market garden, Lower Hutt; good 5-roomed cottage. Price £2,500.: [843, 771, 968, 787]
farm4-text: ACRES, half in grass, balance bush; good land, well watered, 11 paddocks. Price £12 per acre.: [690, 187, 825, 212]
quote-name: National Bank, N.Z.: [9, 173, 60, 181]
